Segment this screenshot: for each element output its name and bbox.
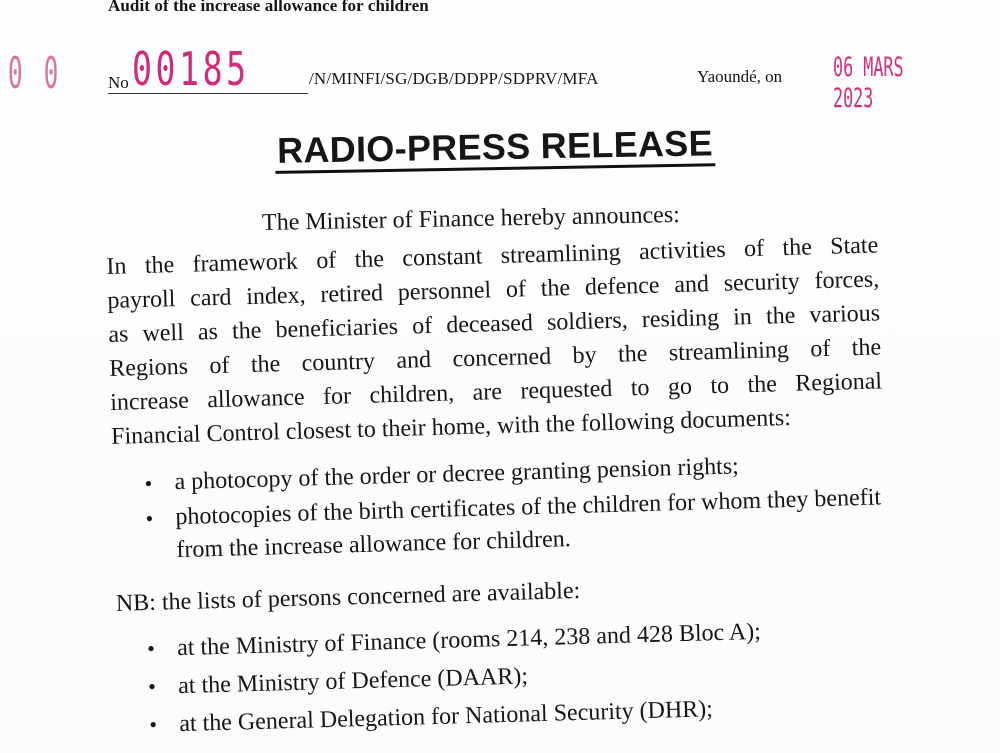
list-item: • a photocopy of the order or decree granting pension rights;: [144, 446, 885, 500]
required-documents-list: [144, 446, 887, 568]
list-item: • photocopies of the birth certificates of the children for whom they benefit from the increase allowance for children.: [145, 481, 887, 568]
body-block: [106, 228, 892, 744]
nb-note: NB: the lists of persons concerned are available:: [115, 577, 581, 617]
list-item: • at the Ministry of Finance (rooms 214, 238 and 428 Bloc A);: [147, 609, 890, 668]
city-date-label: Yaoundé, on: [697, 67, 783, 86]
locations-list: [147, 609, 892, 744]
paragraph-line: Financial Control closest to their home, with the following documents:: [110, 404, 792, 450]
intro-line: The Minister of Finance hereby announces:: [261, 201, 681, 237]
reference-line: [0, 40, 1000, 114]
paragraph-line: Regions of the country and concerned by the streamlining of the: [108, 334, 882, 382]
reference-suffix: /N/MINFI/SG/DGB/DDPP/SDPRV/MFA: [309, 69, 599, 88]
main-paragraph: [106, 228, 883, 453]
document-subject: Audit of the increase allowance for children: [108, 0, 429, 15]
paragraph-line: payroll card index, retired personnel of the defence and security forces,: [107, 266, 880, 314]
list-item: • at the General Delegation for National Security (DHR);: [149, 685, 892, 744]
page-title: [0, 117, 1000, 178]
stamp-prefix: 0 0: [8, 48, 62, 99]
number-label: No: [108, 73, 129, 92]
title-text: RADIO-PRESS RELEASE: [275, 123, 715, 174]
paragraph-line: increase allowance for children, are requested to go to the Regional: [109, 368, 883, 416]
paragraph-line: In the framework of the constant streamlining activities of the State: [106, 232, 879, 280]
paragraph-line: as well as the beneficiaries of deceased soldiers, residing in the various: [108, 300, 881, 348]
list-item: • at the Ministry of Defence (DAAR);: [148, 647, 891, 706]
reference-number-stamp: 00185: [132, 42, 250, 96]
date-stamp: 06 MARS 2023: [833, 52, 904, 114]
